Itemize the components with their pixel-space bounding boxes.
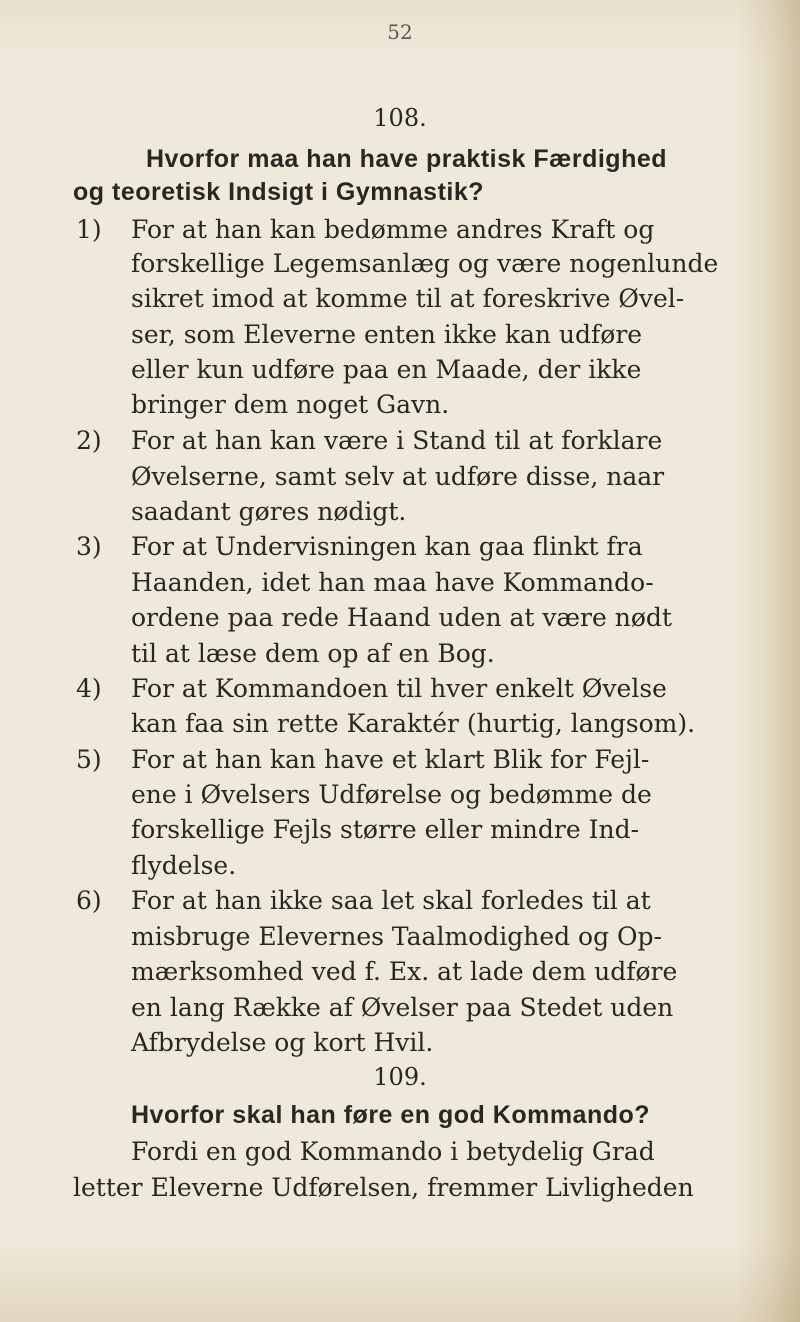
- section-heading-line-1: Hvorfor maa han have praktisk Færdighed: [146, 145, 668, 173]
- item-1-number: 1): [76, 215, 102, 244]
- item-2-line: For at han kan være i Stand til at forklare: [131, 426, 663, 455]
- item-2-number: 2): [76, 426, 102, 455]
- item-5-line: ene i Øvelsers Udførelse og bedømme de: [131, 780, 652, 809]
- section-number-108: 108.: [373, 104, 427, 132]
- item-4-line: For at Kommandoen til hver enkelt Øvelse: [131, 674, 667, 703]
- item-6-line: For at han ikke saa let skal forledes til at: [131, 886, 651, 915]
- body-line: Fordi en god Kommando i betydelig Grad: [131, 1137, 655, 1166]
- item-3-line: ordene paa rede Haand uden at være nødt: [131, 603, 672, 632]
- item-4-number: 4): [76, 674, 102, 703]
- item-5-line: flydelse.: [131, 851, 237, 880]
- item-1-line: sikret imod at komme til at foreskrive Øvel-: [131, 284, 685, 313]
- section-number-109: 109.: [373, 1063, 427, 1091]
- item-1-line: bringer dem noget Gavn.: [131, 390, 450, 419]
- item-4-line: kan faa sin rette Karaktér (hurtig, langsom).: [131, 709, 696, 738]
- item-1-line: eller kun udføre paa en Maade, der ikke: [131, 355, 642, 384]
- page-number: 52: [387, 20, 413, 44]
- item-2-line: saadant gøres nødigt.: [131, 497, 407, 526]
- item-6-line: mærksomhed ved f. Ex. at lade dem udføre: [131, 957, 678, 986]
- body-line: letter Eleverne Udførelsen, fremmer Livligheden: [73, 1173, 694, 1202]
- item-6-line: en lang Række af Øvelser paa Stedet uden: [131, 993, 674, 1022]
- item-3-line: For at Undervisningen kan gaa flinkt fra: [131, 532, 643, 561]
- item-6-line: Afbrydelse og kort Hvil.: [131, 1028, 434, 1057]
- item-3-number: 3): [76, 532, 102, 561]
- section-heading-line-1: Hvorfor skal han føre en god Kommando?: [131, 1101, 651, 1129]
- item-6-line: misbruge Elevernes Taalmodighed og Op-: [131, 922, 663, 951]
- item-1-line: For at han kan bedømme andres Kraft og: [131, 215, 655, 244]
- item-5-number: 5): [76, 745, 102, 774]
- item-1-line: ser, som Eleverne enten ikke kan udføre: [131, 320, 643, 349]
- item-2-line: Øvelserne, samt selv at udføre disse, naar: [131, 462, 665, 491]
- item-5-line: For at han kan have et klart Blik for Fejl-: [131, 745, 650, 774]
- item-6-number: 6): [76, 886, 102, 915]
- item-3-line: Haanden, idet han maa have Kommando-: [131, 568, 654, 597]
- section-heading-line-2: og teoretisk Indsigt i Gymnastik?: [73, 178, 485, 206]
- item-1-line: forskellige Legemsanlæg og være nogenlunde: [131, 249, 719, 278]
- item-5-line: forskellige Fejls større eller mindre Ind-: [131, 815, 640, 844]
- item-3-line: til at læse dem op af en Bog.: [131, 639, 495, 668]
